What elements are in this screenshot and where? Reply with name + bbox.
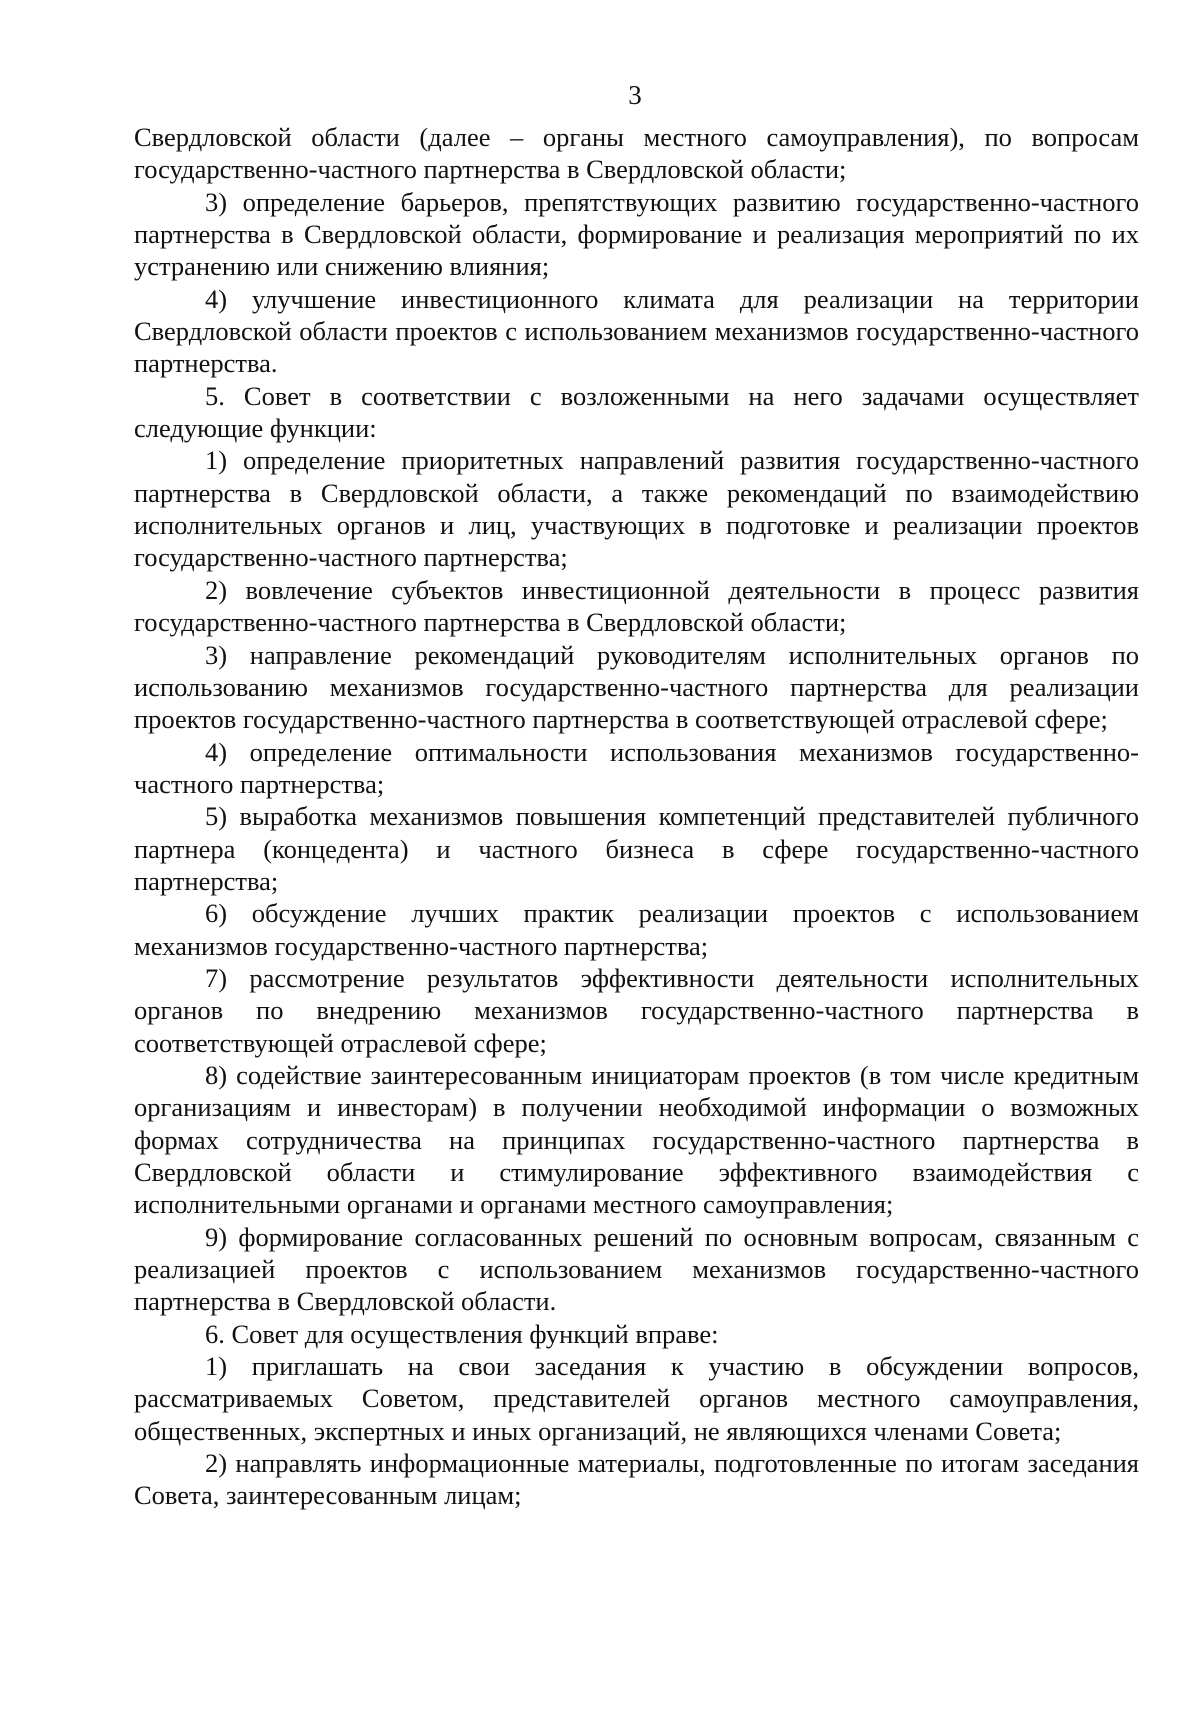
paragraph: 1) определение приоритетных направлений развития государственно-частного партнерства в Свердловской области, а также рекомендаций по взаимодействию исполнительных органов и лиц, участвующих в подготовке и реализации проектов государственно-частного партнерства; bbox=[134, 445, 1139, 573]
paragraph: 2) вовлечение субъектов инвестиционной деятельности в процесс развития государственно-частного партнерства в Свердловской области; bbox=[134, 574, 1139, 638]
paragraph: 8) содействие заинтересованным инициаторам проектов (в том числе кредитным организациям и инвесторам) в получении необходимой информации о возможных формах сотрудничества на принципах государственно-частного партнерства в Свердловской области и стимулирование эффективного взаимодействия с исполнительными органами и органами местного самоуправления; bbox=[134, 1059, 1139, 1220]
paragraph: 5) выработка механизмов повышения компетенций представителей публичного партнера (концедента) и частного бизнеса в сфере государственно-частного партнерства; bbox=[134, 801, 1139, 896]
paragraph: Свердловской области (далее – органы местного самоуправления), по вопросам государственно-частного партнерства в Свердловской области; bbox=[134, 122, 1139, 185]
paragraph: 6) обсуждение лучших практик реализации проектов с использованием механизмов государственно-частного партнерства; bbox=[134, 898, 1139, 961]
paragraph: 3) определение барьеров, препятствующих развитию государственно-частного партнерства в Свердловской области, формирование и реализация мероприятий по их устранению или снижению влияния; bbox=[134, 186, 1139, 282]
document-body bbox=[134, 121, 1139, 1512]
paragraph: 6. Совет для осуществления функций вправе: bbox=[205, 1318, 719, 1349]
paragraph: 9) формирование согласованных решений по основным вопросам, связанным с реализацией проектов с использованием механизмов государственно-частного партнерства в Свердловской области. bbox=[134, 1221, 1139, 1317]
page-number: 3 bbox=[628, 80, 642, 110]
paragraph: 4) определение оптимальности использования механизмов государственно-частного партнерства; bbox=[134, 736, 1139, 799]
paragraph: 7) рассмотрение результатов эффективности деятельности исполнительных органов по внедрению механизмов государственно-частного партнерства в соответствующей отраслевой сфере; bbox=[134, 962, 1139, 1058]
paragraph: 2) направлять информационные материалы, подготовленные по итогам заседания Совета, заинтересованным лицам; bbox=[134, 1448, 1139, 1511]
paragraph: 3) направление рекомендаций руководителям исполнительных органов по использованию механизмов государственно-частного партнерства для реализации проектов государственно-частного партнерства в соответствующей отраслевой сфере; bbox=[134, 639, 1139, 735]
paragraph: 5. Совет в соответствии с возложенными на него задачами осуществляет следующие функции: bbox=[134, 380, 1139, 444]
paragraph: 4) улучшение инвестиционного климата для реализации на территории Свердловской области проектов с использованием механизмов государственно-частного партнерства. bbox=[134, 283, 1139, 379]
paragraph: 1) приглашать на свои заседания к участию в обсуждении вопросов, рассматриваемых Советом, представителей органов местного самоуправления, общественных, экспертных и иных организаций, не являющихся членами Совета; bbox=[134, 1351, 1139, 1446]
